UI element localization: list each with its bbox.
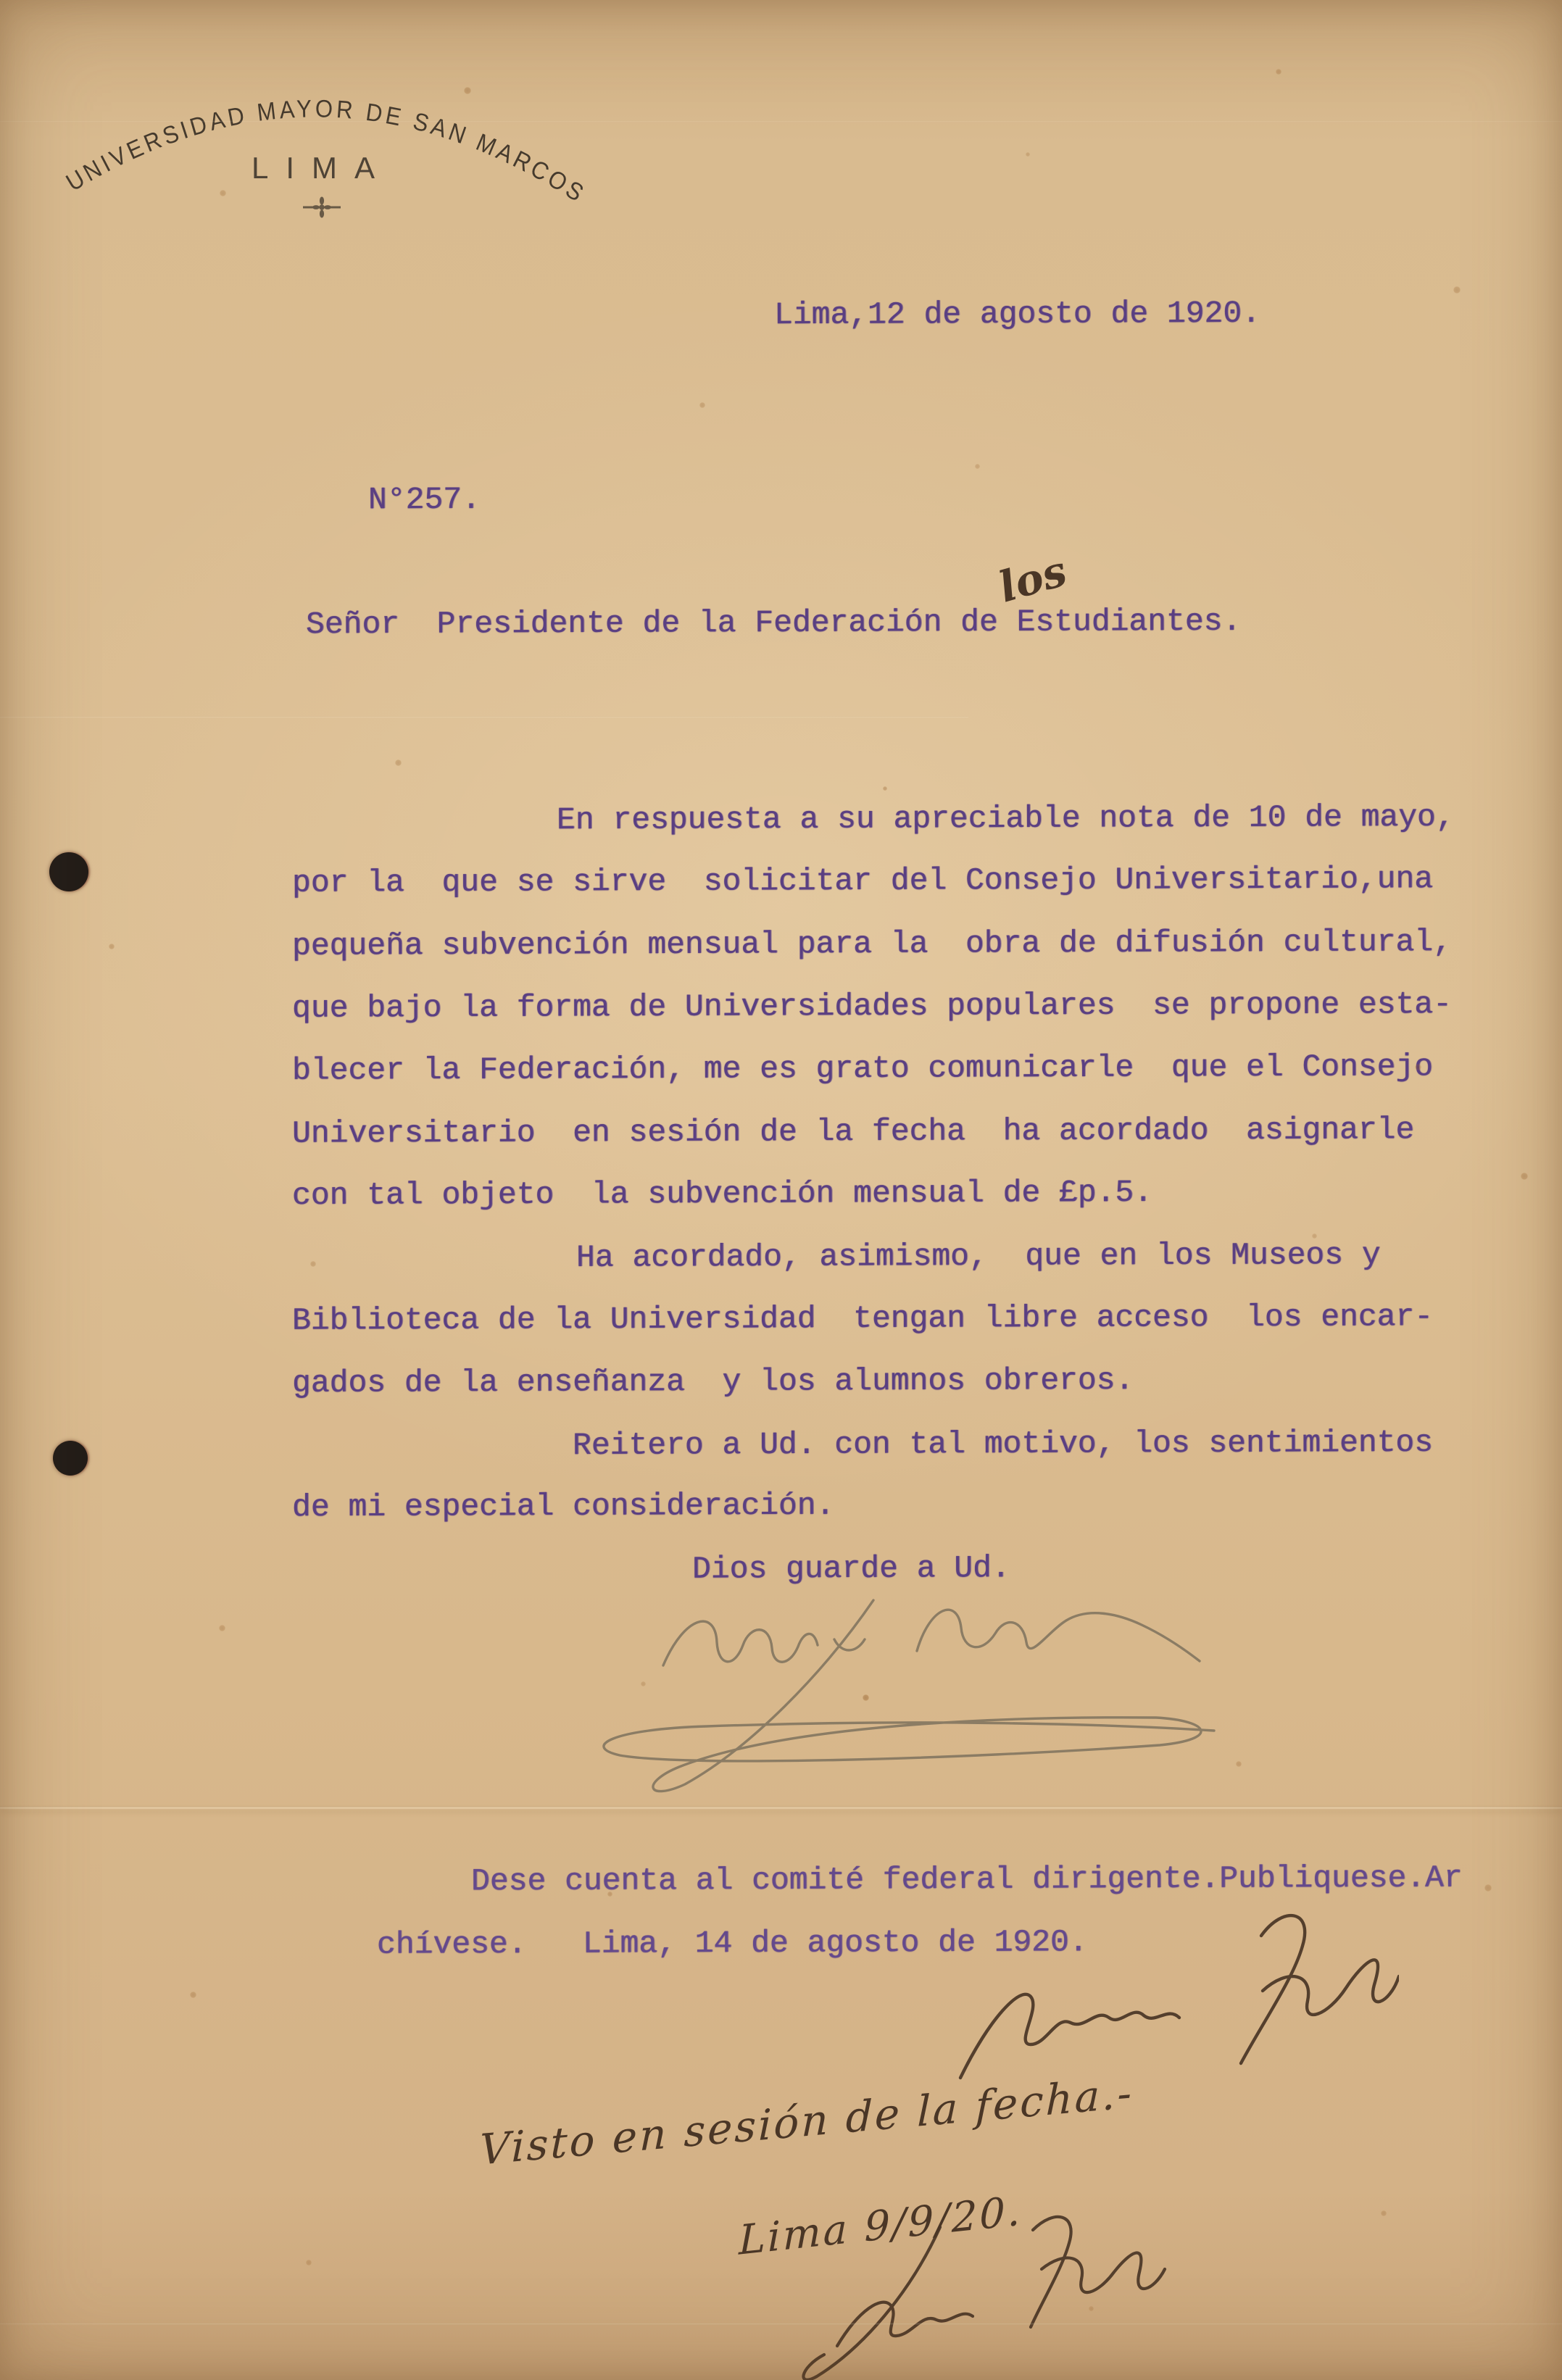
- letterhead-city: LIMA: [251, 151, 393, 185]
- handwritten-insertion: los: [993, 546, 1072, 612]
- body-line: Ha acordado, asimismo, que en los Museos y: [576, 1237, 1381, 1276]
- closing-line: Dios guarde a Ud.: [691, 1550, 1010, 1587]
- punch-hole-bottom: [53, 1441, 88, 1476]
- body-line: Reitero a Ud. con tal motivo, los sentimientos: [572, 1424, 1434, 1464]
- foxing-spot: [1381, 2210, 1387, 2216]
- foxing-spot: [1521, 1173, 1528, 1180]
- body-line: de mi especial consideración.: [291, 1487, 835, 1526]
- letterhead: [29, 22, 638, 239]
- foxing-spot: [1453, 286, 1461, 294]
- document-number: N°257.: [367, 481, 481, 518]
- letterhead-arc-text: UNIVERSIDAD MAYOR DE SAN MARCOS: [61, 95, 593, 210]
- body-line: por la que se sirve solicitar del Consejo Universitario,una: [291, 861, 1434, 901]
- foxing-spot: [883, 786, 887, 791]
- body-line: En respuesta a su apreciable nota de 10 de mayo,: [556, 799, 1455, 839]
- foxing-spot: [1276, 69, 1281, 75]
- pencil-signature: [446, 1580, 1236, 1797]
- body-line: que bajo la forma de Universidades populares se propone esta-: [291, 986, 1452, 1026]
- foxing-spot: [1236, 1761, 1242, 1767]
- foxing-spot: [219, 1625, 225, 1631]
- lima-date-annotation: Lima 9/9/20.: [739, 2187, 1023, 2265]
- foxing-spot: [1026, 152, 1030, 157]
- body-line: pequeña subvención mensual para la obra de difusión cultural,: [291, 924, 1452, 964]
- foxing-spot: [306, 2260, 312, 2265]
- fold-crease: [0, 716, 968, 718]
- decree-line: chívese. Lima, 14 de agosto de 1920.: [376, 1924, 1088, 1963]
- fleuron-ornament-icon: [303, 197, 341, 217]
- visto-annotation: Visto en sesión de la fecha.-: [479, 2068, 1134, 2175]
- foxing-spot: [975, 464, 980, 469]
- body-line: blecer la Federación, me es grato comunicarle que el Consejo: [291, 1049, 1434, 1089]
- body-line: Biblioteca de la Universidad tengan libre acceso los encar-: [291, 1299, 1434, 1339]
- foxing-spot: [310, 1261, 316, 1267]
- date-line: Lima,12 de agosto de 1920.: [773, 295, 1261, 333]
- body-line: Universitario en sesión de la fecha ha acordado asignarle: [291, 1112, 1415, 1152]
- punch-hole-top: [49, 852, 88, 891]
- body-line: gados de la enseñanza y los alumnos obreros.: [291, 1362, 1134, 1402]
- foxing-spot: [109, 944, 115, 949]
- ink-signature-2: [728, 2200, 1207, 2380]
- decree-line: Dese cuenta al comité federal dirigente.Publiquese.Ar: [470, 1860, 1463, 1900]
- foxing-spot: [699, 402, 705, 408]
- fold-crease: [0, 1806, 1562, 1810]
- foxing-spot: [395, 760, 402, 766]
- foxing-spot: [190, 1992, 196, 1998]
- body-line: con tal objeto la subvención mensual de £p.5.: [291, 1174, 1153, 1214]
- addressee-line: Señor Presidente de la Federación de Estudiantes.: [305, 603, 1242, 643]
- foxing-spot: [1484, 1884, 1492, 1892]
